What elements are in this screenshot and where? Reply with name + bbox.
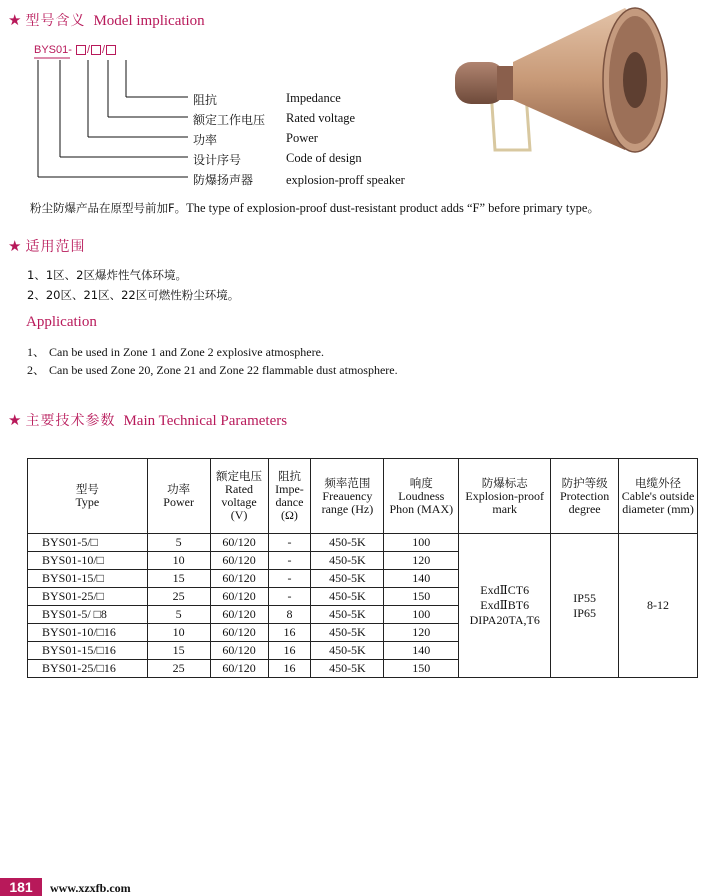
- star-icon: ★: [8, 413, 22, 429]
- label-speaker-en: explosion-proff speaker: [286, 173, 405, 187]
- scope-line-1: 1、1区、2区爆炸性气体环境。: [27, 268, 187, 282]
- header-impedance: 阻抗 Impe-dance (Ω): [268, 459, 311, 534]
- label-voltage-cn: 额定工作电压: [193, 113, 266, 127]
- params-section-title: ★ 主要技术参数 Main Technical Parameters: [8, 413, 288, 429]
- application-title: Application: [26, 314, 97, 330]
- table-row: BYS01-15/□16 15 60/120 16 450-5K 140: [28, 642, 698, 660]
- table-row: BYS01-5/ □8 5 60/120 8 450-5K 100: [28, 606, 698, 624]
- label-design-en: Code of design: [286, 151, 362, 165]
- header-power: 功率 Power: [147, 459, 210, 534]
- table-row: BYS01-5/□ 5 60/120 - 450-5K 100 ExdⅡCT6 ExdⅡBT6 DIPA20TA,T6 IP55 IP65 8-12: [28, 534, 698, 552]
- label-impedance-en: Impedance: [286, 91, 341, 105]
- model-section-title: ★ 型号含义 Model implication: [8, 13, 205, 29]
- protection-cell: IP55 IP65: [551, 534, 619, 678]
- dust-proof-note: 粉尘防爆产品在原型号前加F。The type of explosion-proof dust-resistant product adds “F” before primary type。: [30, 201, 600, 215]
- header-frequency: 频率范围 Freauency range (Hz): [311, 459, 384, 534]
- table-row: BYS01-10/□16 10 60/120 16 450-5K 120: [28, 624, 698, 642]
- label-speaker-cn: 防爆扬声器: [193, 173, 254, 187]
- scope-line-2: 2、20区、21区、22区可燃性粉尘环境。: [27, 288, 240, 302]
- page-number: 181: [0, 878, 42, 896]
- application-line-2: 2、 Can be used Zone 20, Zone 21 and Zone 22 flammable dust atmosphere.: [27, 363, 398, 377]
- model-code-leader-lines: [0, 0, 200, 190]
- label-design-cn: 设计序号: [193, 153, 242, 167]
- header-loudness: 响度 Loudness Phon (MAX): [384, 459, 459, 534]
- header-voltage: 额定电压 Rated voltage (V): [210, 459, 268, 534]
- label-power-cn: 功率: [193, 133, 218, 147]
- label-power-en: Power: [286, 131, 318, 145]
- label-impedance-cn: 阻抗: [193, 93, 218, 107]
- website-url: www.xzxfb.com: [50, 881, 131, 895]
- table-row: BYS01-25/□ 25 60/120 - 450-5K 150: [28, 588, 698, 606]
- header-type: 型号 Type: [28, 459, 148, 534]
- scope-section-title: ★ 适用范围: [8, 239, 86, 255]
- parameters-table: [27, 458, 698, 678]
- table-header-row: [28, 459, 698, 534]
- table-row: BYS01-25/□16 25 60/120 16 450-5K 150: [28, 660, 698, 678]
- table-row: BYS01-10/□ 10 60/120 - 450-5K 120: [28, 552, 698, 570]
- model-code: BYS01- / /: [34, 44, 117, 56]
- header-protection: 防护等级 Protection degree: [551, 459, 619, 534]
- header-cable: 电缆外径 Cable's outside diameter (mm): [619, 459, 698, 534]
- star-icon: ★: [8, 13, 22, 29]
- label-voltage-en: Rated voltage: [286, 111, 356, 125]
- star-icon: ★: [8, 239, 22, 255]
- cable-cell: 8-12: [619, 534, 698, 678]
- header-explosion-mark: 防爆标志 Explosion-proof mark: [459, 459, 551, 534]
- application-line-1: 1、 Can be used in Zone 1 and Zone 2 explosive atmosphere.: [27, 345, 324, 359]
- explosion-mark-cell: ExdⅡCT6 ExdⅡBT6 DIPA20TA,T6: [459, 534, 551, 678]
- table-row: BYS01-15/□ 15 60/120 - 450-5K 140: [28, 570, 698, 588]
- horn-speaker-image: [445, 0, 710, 185]
